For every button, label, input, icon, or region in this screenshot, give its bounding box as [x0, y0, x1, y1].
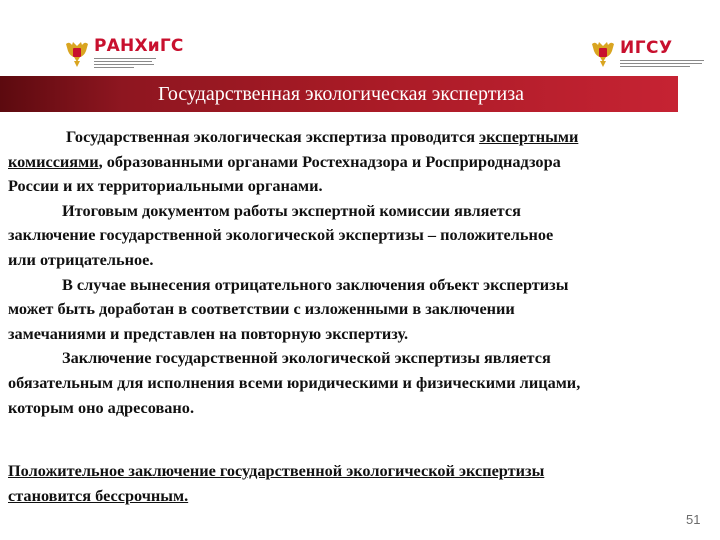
paragraph-2-line-3: или отрицательное. [8, 249, 154, 269]
ranepa-logo-name: РАНХиГС [94, 36, 184, 56]
paragraph-3 [8, 273, 708, 347]
paragraph-1-line-1: Государственная экологическая экспертиза проводится [66, 127, 480, 146]
underlined-term-commissions: комиссиями [8, 151, 99, 171]
double-eagle-emblem-icon [590, 38, 616, 68]
title-banner [0, 76, 678, 112]
ranepa-logo [64, 34, 184, 72]
paragraph-2-line-2: заключение государственной экологической экспертизы – положительное [8, 225, 554, 245]
paragraph-1-line-2: , образованными органами Ростехнадзора и Росприроднадзора [98, 151, 561, 171]
double-eagle-emblem-icon [64, 38, 90, 68]
paragraph-4-line-1: Заключение государственной экологической экспертизы является [62, 348, 551, 368]
igsu-logo [590, 34, 704, 72]
paragraph-3-line-3: замечаниями и представлен на повторную экспертизу. [8, 323, 409, 343]
logo-fine-print [94, 58, 184, 68]
slide-body [8, 125, 708, 420]
paragraph-4-line-3: которым оно адресовано. [8, 397, 195, 417]
page-number: 51 [686, 512, 701, 527]
paragraph-1-line-3: России и их территориальными органами. [8, 176, 323, 196]
conclusion-statement [8, 459, 708, 508]
paragraph-4-line-2: обязательным для исполнения всеми юридическими и физическими лицами, [8, 372, 581, 392]
paragraph-3-line-1: В случае вынесения отрицательного заключения объект экспертизы [62, 274, 569, 294]
logo-fine-print [620, 60, 704, 67]
slide-title: Государственная экологическая экспертиза [158, 83, 524, 105]
paragraph-2 [8, 199, 708, 273]
paragraph-2-line-1: Итоговым документом работы экспертной комиссии является [62, 200, 521, 220]
conclusion-line-2: становится бессрочным. [8, 485, 189, 505]
paragraph-4 [8, 346, 708, 420]
underlined-term-experts: экспертными [479, 127, 579, 146]
conclusion-line-1: Положительное заключение государственной экологической экспертизы [8, 461, 545, 480]
paragraph-1 [8, 125, 708, 199]
paragraph-3-line-2: может быть доработан в соответствии с изложенными в заключении [8, 299, 515, 319]
igsu-logo-name: ИГСУ [620, 37, 673, 58]
